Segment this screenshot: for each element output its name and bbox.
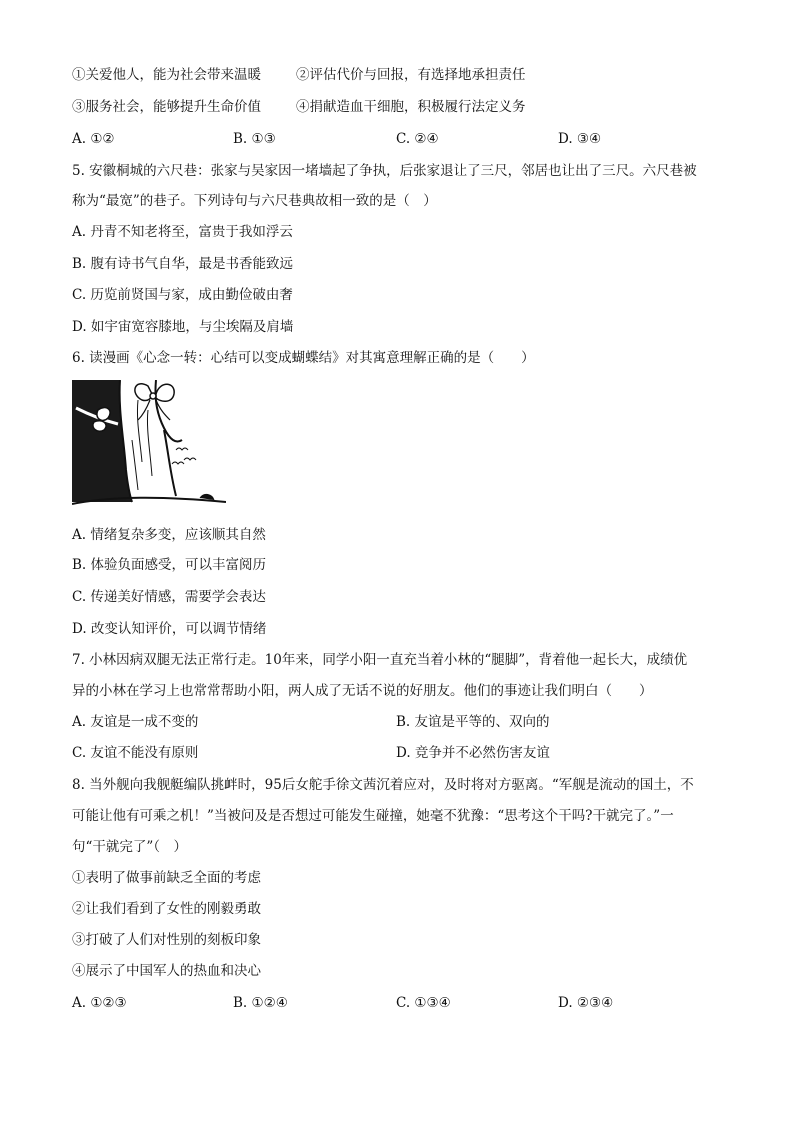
- q5-option-a: A. 丹青不知老将至，富贵于我如浮云: [72, 224, 293, 240]
- q6-option-b: B. 体验负面感受，可以丰富阅历: [72, 557, 267, 573]
- q7-option-b: B. 友谊是平等的、双向的: [396, 714, 550, 730]
- q8-option-c: C. ①③④: [396, 995, 451, 1011]
- q8-statement-2: ②让我们看到了女性的刚毅勇敢: [72, 901, 261, 917]
- q8-stem-line-1: 8. 当外舰向我舰艇编队挑衅时，95后女舵手徐文茜沉着应对，及时将对方驱离。“军舰是流动的国土，不: [72, 777, 694, 793]
- q8-option-b: B. ①②④: [233, 995, 288, 1011]
- q6-option-c: C. 传递美好情感，需要学会表达: [72, 589, 266, 605]
- q8-stem-line-3: 句“干就完了”（ ）: [72, 839, 188, 855]
- q8-option-a: A. ①②③: [72, 995, 127, 1011]
- q7-option-a: A. 友谊是一成不变的: [72, 714, 199, 730]
- q4-statement-1: ①关爱他人，能为社会带来温暖: [72, 67, 261, 83]
- q5-option-b: B. 腹有诗书气自华，最是书香能致远: [72, 256, 294, 272]
- q6-option-a: A. 情绪复杂多变，应该顺其自然: [72, 527, 266, 543]
- q8-option-d: D. ②③④: [558, 995, 614, 1011]
- q6-stem: 6. 读漫画《心念一转：心结可以变成蝴蝶结》对其寓意理解正确的是（ ）: [72, 350, 535, 366]
- q7-option-d: D. 竞争并不必然伤害友谊: [396, 745, 550, 761]
- q6-option-d: D. 改变认知评价，可以调节情绪: [72, 621, 267, 637]
- q4-option-b: B. ①③: [233, 131, 276, 147]
- tree-cartoon-image: [72, 380, 226, 508]
- q4-option-d: D. ③④: [558, 131, 602, 147]
- q4-statement-4: ④捐献造血干细胞，积极履行法定义务: [296, 99, 526, 115]
- q7-option-c: C. 友谊不能没有原则: [72, 745, 199, 761]
- q8-stem-line-2: 可能让他有可乘之机！”当被问及是否想过可能发生碰撞，她毫不犹豫：“思考这个干吗?干就完了。”一: [72, 808, 674, 824]
- q4-option-c: C. ②④: [396, 131, 439, 147]
- q5-stem-line-2: 称为“最宽”的巷子。下列诗句与六尺巷典故相一致的是（ ）: [72, 193, 437, 209]
- q4-statement-2: ②评估代价与回报，有选择地承担责任: [296, 67, 526, 83]
- q4-option-a: A. ①②: [72, 131, 115, 147]
- q7-stem-line-2: 异的小林在学习上也常常帮助小阳，两人成了无话不说的好朋友。他们的事迹让我们明白（ ）: [72, 683, 653, 699]
- q5-option-d: D. 如宇宙宽容膝地，与尘埃隔及肩墙: [72, 319, 294, 335]
- q5-option-c: C. 历览前贤国与家，成由勤俭破由奢: [72, 287, 293, 303]
- q7-stem-line-1: 7. 小林因病双腿无法正常行走。10年来，同学小阳一直充当着小林的“腿脚”，背着他一起长大，成绩优: [72, 652, 688, 668]
- q8-statement-1: ①表明了做事前缺乏全面的考虑: [72, 870, 261, 886]
- q5-stem-line-1: 5. 安徽桐城的六尺巷：张家与吴家因一堵墙起了争执，后张家退让了三尺，邻居也让出了三尺。六尺巷被: [72, 163, 697, 179]
- q8-statement-4: ④展示了中国军人的热血和决心: [72, 963, 261, 979]
- q4-statement-3: ③服务社会，能够提升生命价值: [72, 99, 261, 115]
- q8-statement-3: ③打破了人们对性别的刻板印象: [72, 932, 261, 948]
